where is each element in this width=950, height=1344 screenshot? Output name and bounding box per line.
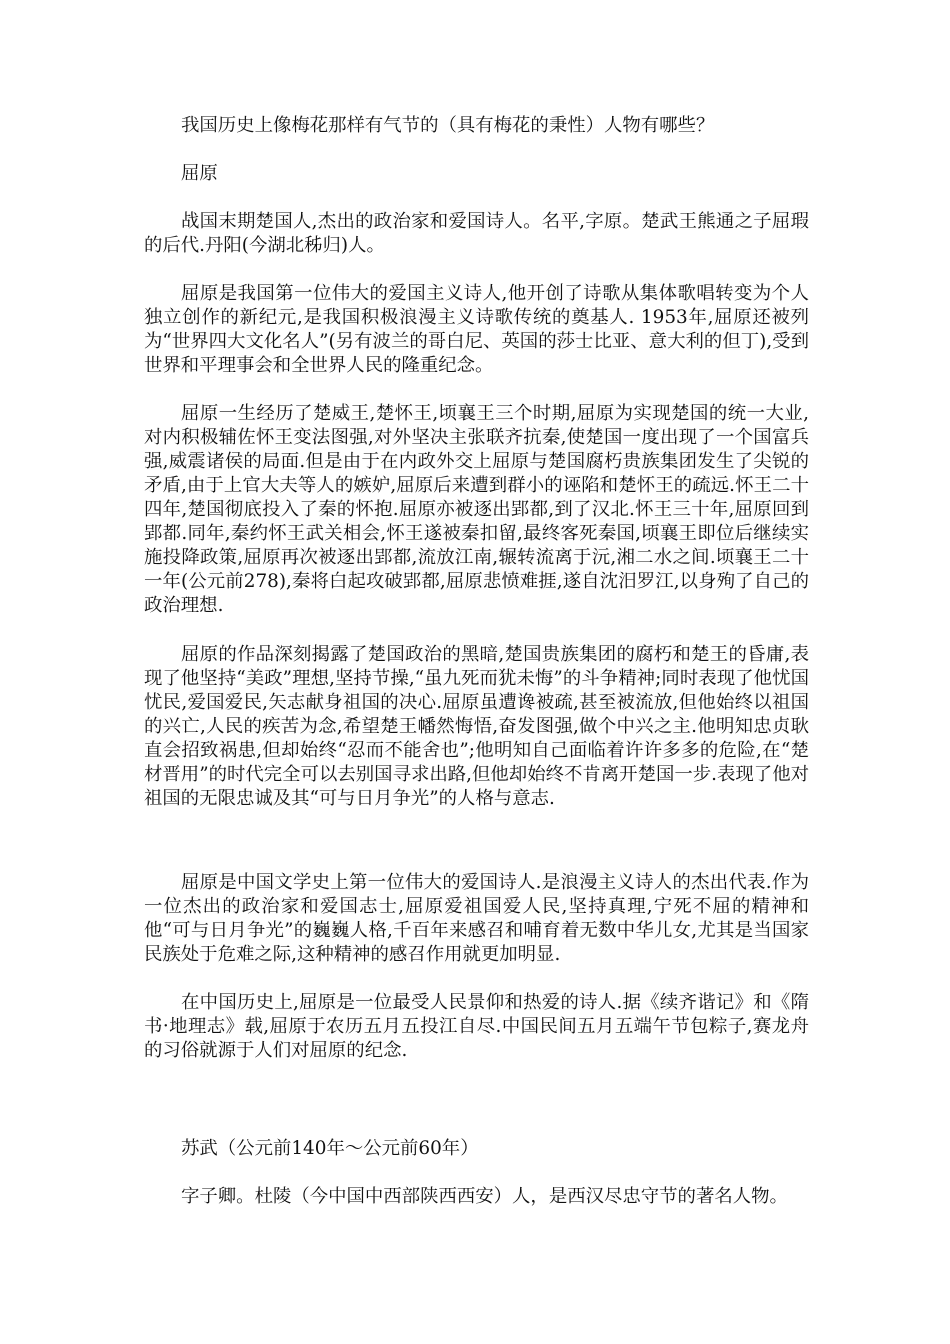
section-heading-su-wu: 苏武（公元前140年～公元前60年） [181,1138,479,1159]
paragraph: 字子卿。杜陵（今中国中西部陕西西安）人，是西汉尽忠守节的著名人物。 [181,1186,788,1207]
paragraph: 屈原是我国第一位伟大的爱国主义诗人,他开创了诗歌从集体歌唱转变为个人独立创作的新纪元,是我国积极浪漫主义诗歌传统的奠基人. 1953年,屈原还被列为“世界四大文化名人”(另有波兰的哥白尼、英国的莎士比亚、意大利的但丁),受到世界和平理事会和全世界人民的隆重纪念。 [144,283,809,376]
question-heading: 我国历史上像梅花那样有气节的（具有梅花的秉性）人物有哪些？ [181,115,715,136]
paragraph: 屈原是中国文学史上第一位伟大的爱国诗人.是浪漫主义诗人的杰出代表.作为一位杰出的政治家和爱国志士,屈原爱祖国爱人民,坚持真理,宁死不屈的精神和他“可与日月争光”的巍巍人格,千百年来感召和哺育着无数中华儿女,尤其是当国家民族处于危难之际,这种精神的感召作用就更加明显. [144,872,809,965]
paragraph: 在中国历史上,屈原是一位最受人民景仰和热爱的诗人.据《续齐谐记》和《隋书·地理志》载,屈原于农历五月五投江自尽.中国民间五月五端午节包粽子,赛龙舟的习俗就源于人们对屈原的纪念. [144,992,809,1061]
paragraph: 战国末期楚国人,杰出的政治家和爱国诗人。名平,字原。楚武王熊通之子屈瑕的后代.丹阳(今湖北秭归)人。 [144,211,809,256]
section-heading-qu-yuan: 屈原 [181,163,218,184]
paragraph: 屈原一生经历了楚威王,楚怀王,顷襄王三个时期,屈原为实现楚国的统一大业,对内积极辅佐怀王变法图强,对外坚决主张联齐抗秦,使楚国一度出现了一个国富兵强,威震诸侯的局面.但是由于在内政外交上屈原与楚国腐朽贵族集团发生了尖锐的矛盾,由于上官大夫等人的嫉妒,屈原后来遭到群小的诬陷和楚怀王的疏远.怀王二十四年,楚国彻底投入了秦的怀抱.屈原亦被逐出郢都,到了汉北.怀王三十年,屈原回到郢都.同年,秦约怀王武关相会,怀王遂被秦扣留,最终客死秦国,顷襄王即位后继续实施投降政策,屈原再次被逐出郢都,流放江南,辗转流离于沅,湘二水之间.顷襄王二十一年(公元前278),秦将白起攻破郢都,屈原悲愤难捱,遂自沈汨罗江,以身殉了自己的政治理想. [144,403,809,616]
paragraph: 屈原的作品深刻揭露了楚国政治的黑暗,楚国贵族集团的腐朽和楚王的昏庸,表现了他坚持“美政”理想,坚持节操,“虽九死而犹未悔”的斗争精神;同时表现了他忧国忧民,爱国爱民,矢志献身祖国的决心.屈原虽遭谗被疏,甚至被流放,但他始终以祖国的兴亡,人民的疾苦为念,希望楚王幡然悔悟,奋发图强,做个中兴之主.他明知忠贞耿直会招致祸患,但却始终“忍而不能舍也”;他明知自己面临着许许多多的危险,在“楚材晋用”的时代完全可以去别国寻求出路,但他却始终不肯离开楚国一步.表现了他对祖国的无限忠诚及其“可与日月争光”的人格与意志. [144,644,809,809]
